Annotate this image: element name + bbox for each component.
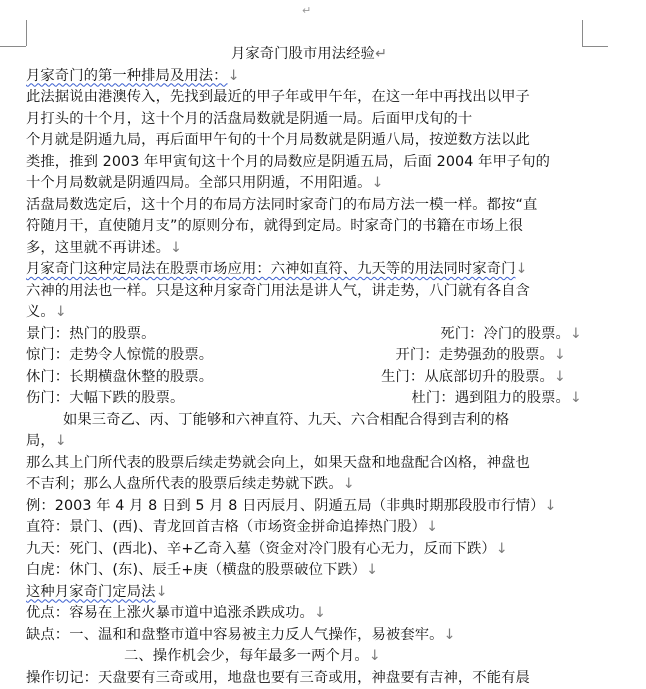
document-body[interactable] [26,44,582,689]
text-line: 活盘局数选定后，这十个月的布局方法同时家奇门的布局方法一模一样。都按“直 [26,195,582,217]
text-line: 六神的用法也一样。只是这种月家奇门用法是讲人气，讲走势，八门就有各自含 [26,281,582,303]
text-line: 操作切记：天盘要有三奇或用，地盘也要有三奇或用，神盘要有吉神，不能有晨 [26,668,582,689]
crop-mark-top-left-v [26,20,27,46]
text-line: 多，这里就不再讲述。↓ [26,238,582,260]
text-line: 此法据说由港澳传入，先找到最近的甲子年或甲午年，在这一年中再找出以甲子 [26,87,582,109]
text-line: 个月就是阴遁九局，再后面甲午旬的十个月局数就是阴遁八局，按逆数方法以此 [26,130,582,152]
text-line: 那么其上门所代表的股票后续走势就会向上，如果天盘和地盘配合凶格，神盘也 [26,453,582,475]
text-line: 二、操作机会少，每年最多一两个月。↓ [26,646,582,668]
door-row: 惊门：走势令人惊慌的股票。 开门：走势强劲的股票。↓ [26,345,582,367]
header-paragraph-mark: ↵ [302,4,311,17]
text-line: 月打头的十个月，这十个月的活盘局数就是阴遁一局。后面甲戊旬的十 [26,109,582,131]
crop-mark-top-right-h [582,46,608,47]
text-line: 义。↓ [26,302,582,324]
text-line: 十个月局数就是阴遁四局。全部只用阴遁，不用阳遁。↓ [26,173,582,195]
text-line: 直符：景门、(西)、青龙回首吉格（市场资金拼命追捧热门股）↓ [26,517,582,539]
text-line: 例：2003 年 4 月 8 日到 5 月 8 日丙辰月、阴遁五局（非典时期那段股市行情）↓ [26,496,582,518]
text-line: 类推，推到 2003 年甲寅旬这十个月的局数应是阴遁五局，后面 2004 年甲子旬的 [26,152,582,174]
text-line: 不吉利；那么人盘所代表的股票后续走势就下跌。↓ [26,474,582,496]
crop-mark-top-right-v [582,20,583,46]
text-line: 缺点：一、温和和盘整市道中容易被主力反人气操作，易被套牢。↓ [26,625,582,647]
text-line: 月家奇门的第一种排局及用法：↓ [26,66,582,88]
text-line: 白虎：休门、(东)、辰壬+庚（横盘的股票破位下跌）↓ [26,560,582,582]
crop-mark-top-left-h [0,46,26,47]
document-title: 月家奇门股市用法经验↵ [26,44,582,66]
text-line: 符随月干，直使随月支”的原则分布，就得到定局。时家奇门的书籍在市场上很 [26,216,582,238]
door-row: 景门：热门的股票。 死门：冷门的股票。↓ [26,324,582,346]
door-row: 休门：长期横盘休整的股票。 生门：从底部切升的股票。↓ [26,367,582,389]
text-line: 如果三奇乙、丙、丁能够和六神直符、九天、六合相配合得到吉利的格 [26,410,582,432]
door-row: 伤门：大幅下跌的股票。 杜门：遇到阻力的股票。↓ [26,388,582,410]
text-line: 这种月家奇门定局法↓ [26,582,582,604]
text-line: 月家奇门这种定局法在股票市场应用：六神如直符、九天等的用法同时家奇门↓ [26,259,582,281]
text-line: 局，↓ [26,431,582,453]
text-line: 优点：容易在上涨火暴市道中追涨杀跌成功。↓ [26,603,582,625]
text-line: 九天：死门、(西北)、辛+乙奇入墓（资金对冷门股有心无力，反而下跌）↓ [26,539,582,561]
